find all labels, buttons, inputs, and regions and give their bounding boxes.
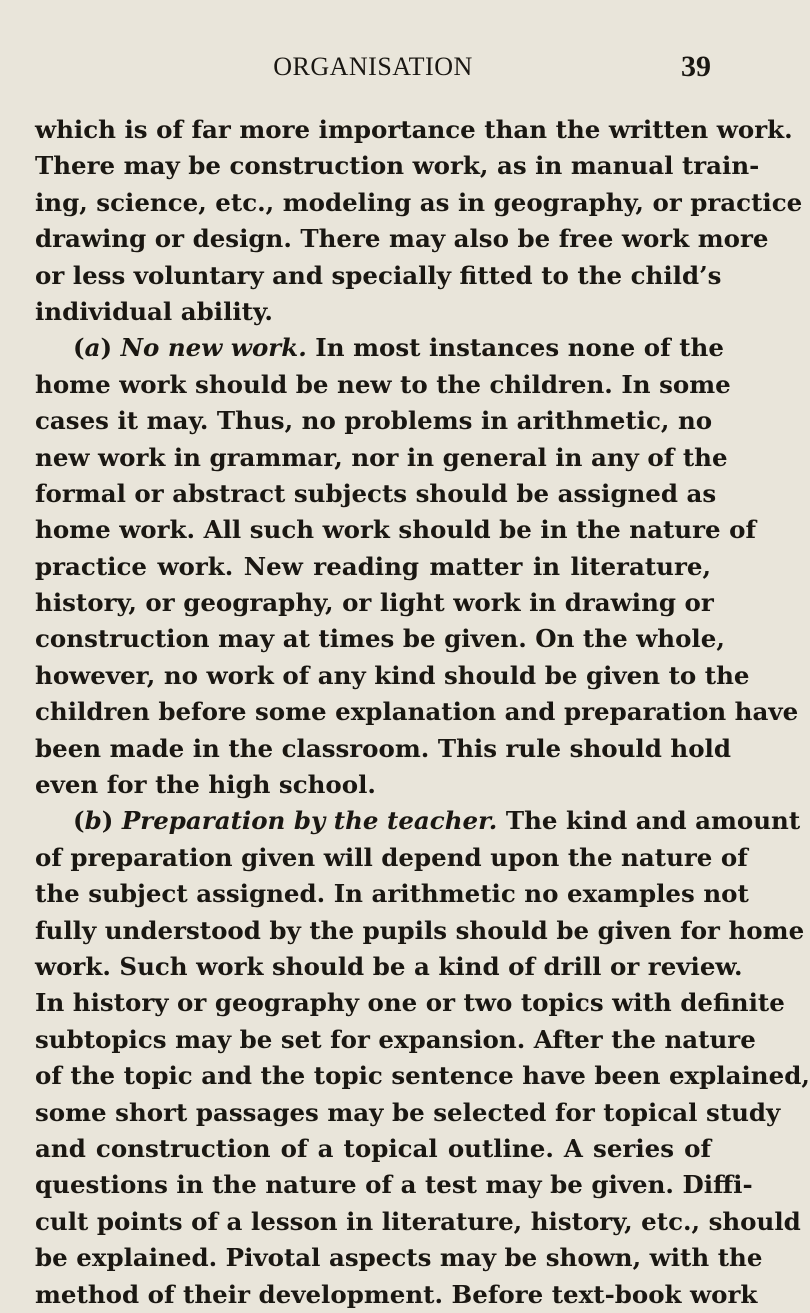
text-line: construction may at times be given. On the whole, (35, 624, 725, 654)
paragraph-preparation-by-teacher (35, 803, 810, 1312)
text-line: work. Such work should be a kind of drill or review. (35, 951, 743, 981)
text-line: or less voluntary and specially fitted to the child’s (35, 260, 722, 290)
running-title: ORGANISATION (273, 52, 473, 81)
text-line: home work. All such work should be in the nature of (35, 515, 757, 545)
text-line: which is of far more importance than the written work. (35, 115, 793, 144)
text-line: history, or geography, or light work in drawing or (35, 588, 714, 618)
text-line: some short passages may be selected for topical study (35, 1097, 781, 1127)
text-line: method of their development. Before text-book work (35, 1279, 758, 1309)
text-line: new work in grammar, nor in general in any of the (35, 442, 728, 472)
text-line: fully understood by the pupils should be given for home (35, 915, 805, 945)
paragraph-label: (a) (73, 333, 113, 363)
paragraph-no-new-work (35, 330, 799, 803)
text-line: questions in the nature of a test may be given. Diffi- (35, 1170, 753, 1200)
text-line: be explained. Pivotal aspects may be shown, with the (35, 1243, 763, 1273)
text-line: of preparation given will depend upon the nature of (35, 842, 748, 872)
text-line: cult points of a lesson in literature, history, etc., should (35, 1206, 801, 1236)
text-line: individual ability. (35, 296, 273, 326)
paragraph-first-line (35, 330, 724, 366)
page-number: 39 (681, 50, 711, 83)
text-line: been made in the classroom. This rule should hold (35, 733, 731, 763)
paragraph-first-line-text: The kind and amount (505, 806, 801, 836)
paragraph-first-line-text: In most instances none of the (315, 333, 724, 363)
text-line: and construction of a topical outline. A series of (35, 1133, 711, 1163)
text-line: In history or geography one or two topics with definite (35, 988, 785, 1018)
text-line: drawing or design. There may also be free work more (35, 224, 769, 254)
paragraph-heading: Preparation by the teacher. (121, 806, 498, 836)
paragraph-continued (35, 112, 803, 330)
text-line: children before some explanation and preparation have (35, 697, 799, 727)
paragraph-heading: No new work. (120, 333, 307, 363)
text-line: however, no work of any kind should be given to the (35, 660, 750, 690)
text-line: cases it may. Thus, no problems in arithmetic, no (35, 406, 713, 436)
text-line: of the topic and the topic sentence have been explained, (35, 1061, 810, 1091)
paragraph-first-line (35, 803, 801, 839)
text-line: the subject assigned. In arithmetic no examples not (35, 879, 749, 909)
paragraph-label: (b) (73, 806, 114, 836)
text-line: subtopics may be set for expansion. After the nature (35, 1024, 756, 1054)
running-head (35, 50, 711, 86)
text-line: There may be construction work, as in manual train- (35, 151, 760, 181)
text-line: even for the high school. (35, 770, 376, 800)
body-text (35, 112, 810, 1313)
text-line: practice work. New reading matter in literature, (35, 551, 711, 581)
text-line: home work should be new to the children. In some (35, 369, 731, 399)
text-line: ing, science, etc., modeling as in geography, or practice (35, 187, 803, 217)
text-line: formal or abstract subjects should be assigned as (35, 478, 717, 508)
